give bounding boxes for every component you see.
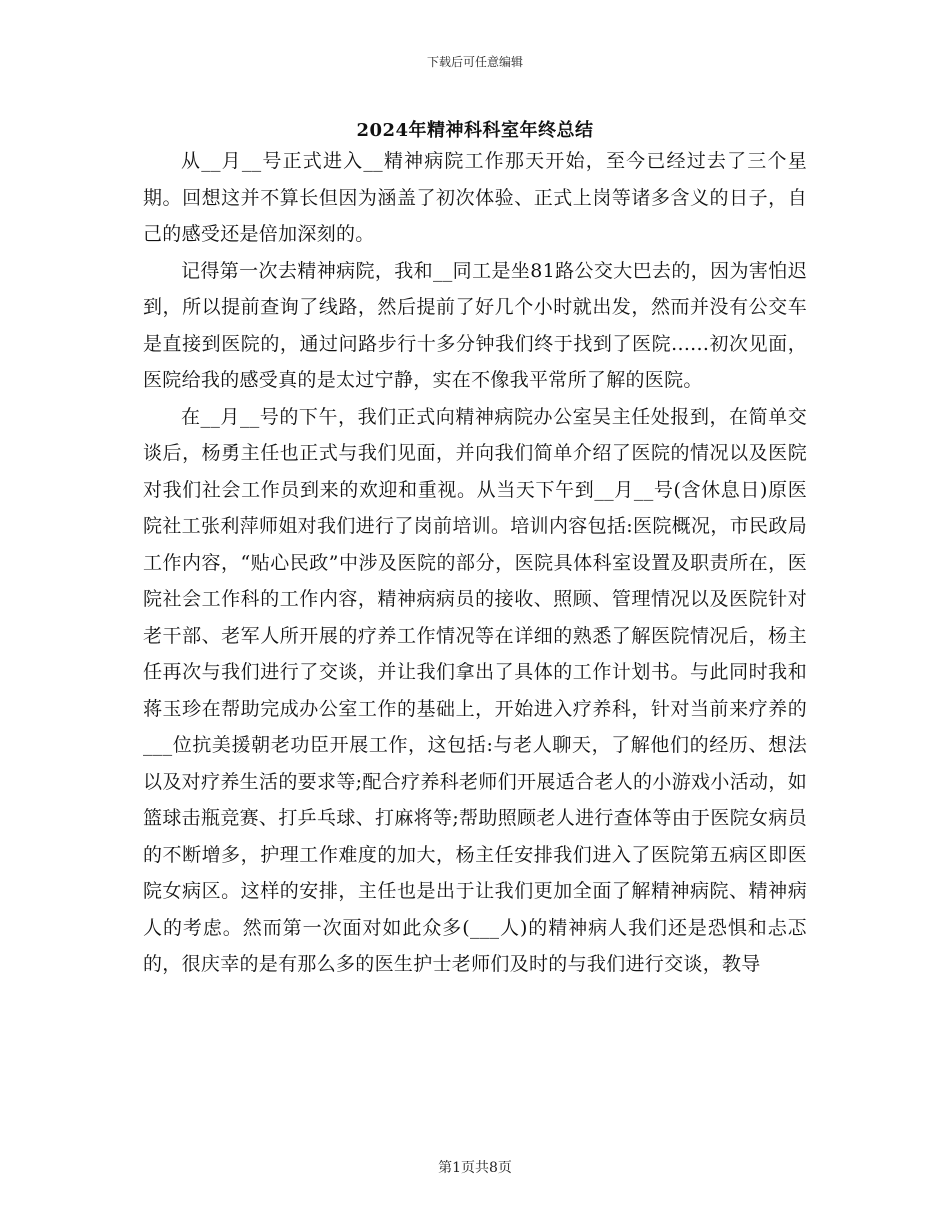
page-number: 第1页共8页	[438, 1160, 512, 1176]
paragraph-2: 记得第一次去精神病院，我和__同工是坐81路公交大巴去的，因为害怕迟到，所以提前查询了线路，然后提前了好几个小时就出发，然而并没有公交车是直接到医院的，通过问路步行十多分钟我们终于找到了医院......初次见面，医院给我的感受真的是太过宁静，实在不像我平常所了解的医院。	[143, 259, 807, 391]
document-body	[143, 143, 807, 983]
paragraph-3: 在__月__号的下午，我们正式向精神病院办公室吴主任处报到，在简单交谈后，杨勇主任也正式与我们见面，并向我们简单介绍了医院的情况以及医院对我们社会工作员到来的欢迎和重视。从当天下午到__月__号(含休息日)原医院社工张利萍师姐对我们进行了岗前培训。培训内容包括:医院概况，市民政局工作内容，“贴心民政”中涉及医院的部分，医院具体科室设置及职责所在，医院社会工作科的工作内容，精神病病员的接收、照顾、管理情况以及医院针对老干部、老军人所开展的疗养工作情况等在详细的熟悉了解医院情况后，杨主任再次与我们进行了交谈，并让我们拿出了具体的工作计划书。与此同时我和蒋玉珍在帮助完成办公室工作的基础上，开始进入疗养科，针对当前来疗养的___位抗美援朝老功臣开展工作，这包括:与老人聊天，了解他们的经历、想法以及对疗养生活的要求等;配合疗养科老师们开展适合老人的小游戏小活动，如篮球击瓶竞赛、打乒乓球、打麻将等;帮助照顾老人进行查体等由于医院女病员的不断增多，护理工作难度的加大，杨主任安排我们进入了医院第五病区即医院女病区。这样的安排，主任也是出于让我们更加全面了解精神病院、精神病人的考虑。然而第一次面对如此众多(___人)的精神病人我们还是恐惧和忐忑的，很庆幸的是有那么多的医生护士老师们及时的与我们进行交谈，教导	[143, 405, 807, 975]
paragraph-1: 从__月__号正式进入__精神病院工作那天开始，至今已经过去了三个星期。回想这并不算长但因为涵盖了初次体验、正式上岗等诸多含义的日子，自己的感受还是倍加深刻的。	[143, 150, 807, 245]
download-note: 下载后可任意编辑	[426, 55, 523, 69]
document-title: 2024年精神科科室年终总结	[356, 120, 594, 141]
